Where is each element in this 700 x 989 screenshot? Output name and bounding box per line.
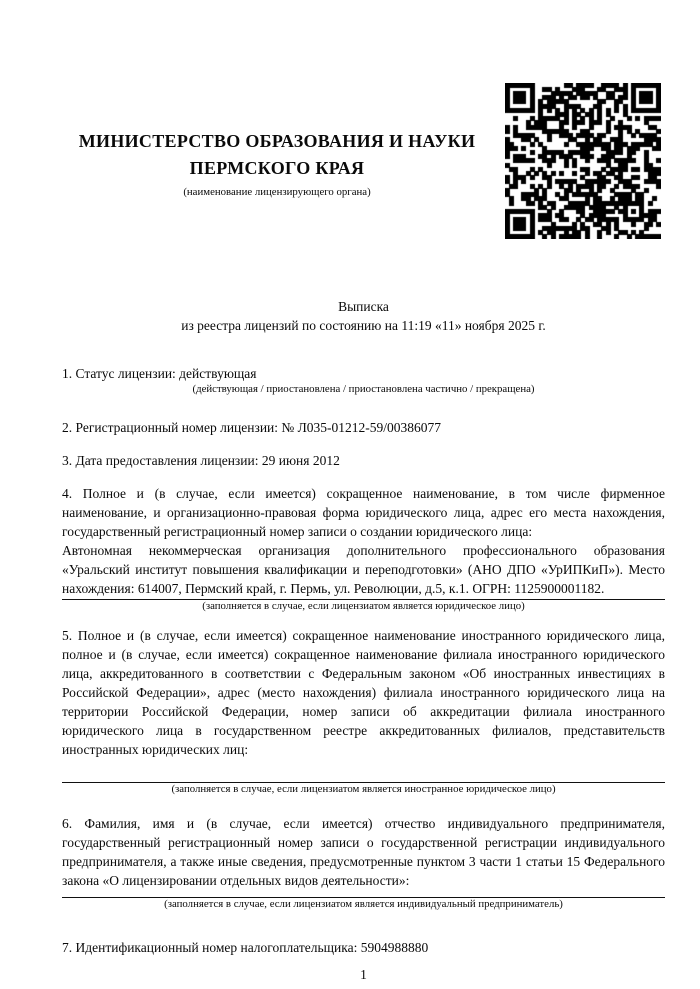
individual-entrepreneur-caption: (заполняется в случае, если лицензиатом является индивидуальный предприниматель) [164,898,563,910]
field-registration-number [62,418,665,437]
individual-entrepreneur-label: 6. Фамилия, имя и (в случае, если имеется) отчество индивидуального предпринимателя, государственный регистрационный номер записи о государственной регистрации индивидуального предпринимателя, а также иные сведения, предусмотренные пунктом 3 части 1 статьи 15 Федерального закона «О лицензировании отдельных видов деятельности»: [62,816,665,888]
document-body [62,0,665,984]
foreign-entity-caption: (заполняется в случае, если лицензиатом является иностранное юридическое лицо) [171,783,556,795]
field-legal-entity [62,484,665,613]
field-taxpayer-number [62,938,665,957]
legal-entity-caption: (заполняется в случае, если лицензиатом является юридическое лицо) [202,600,525,612]
field-grant-date [62,451,665,470]
registration-number-value: 2. Регистрационный номер лицензии: № Л035-01212-59/00386077 [62,420,442,435]
document-subtitle: из реестра лицензий по состоянию на 11:19 «11» ноября 2025 г. [181,318,546,333]
authority-name-line1: МИНИСТЕРСТВО ОБРАЗОВАНИЯ И НАУКИ [78,131,476,151]
foreign-entity-label: 5. Полное и (в случае, если имеется) сокращенное наименование иностранного юридического лица, полное и (в случае, если имеется) сокращенное наименование филиала иностранного юридического лица, аккредитованного в соответствии с Федеральным законом «Об иностранных инвестициях в Российской Федерации», адрес (место нахождения) филиала иностранного юридического лица на территории Российской Федерации, номер записи об аккредитации филиала иностранного юридического лица в государственном реестре аккредитованных филиалов, представительств иностранных юридических лиц: [62,628,665,757]
legal-entity-label: 4. Полное и (в случае, если имеется) сокращенное наименование, в том числе фирменное наименование, и организационно-правовая форма юридического лица, адрес его места нахождения, государственный регистрационный номер записи о создании юридического лица: [62,486,665,539]
grant-date-value: 3. Дата предоставления лицензии: 29 июня 2012 [62,453,340,468]
license-status-caption: (действующая / приостановлена / приостановлена частично / прекращена) [192,383,535,395]
field-foreign-entity [62,626,665,796]
document-title: Выписка [338,299,389,314]
page-number: 1 [360,967,367,982]
authority-name-line2: ПЕРМСКОГО КРАЯ [189,158,365,178]
authority-caption: (наименование лицензирующего органа) [183,186,371,198]
document-title-block [62,297,665,335]
legal-entity-value: Автономная некоммерческая организация дополнительного профессионального образования «Уральский институт повышения квалификации и переподготовки» (АНО ДПО «УрИПКиП»). Место нахождения: 614007, Пермский край, г. Пермь, ул. Революции, д.5, к.1. ОГРН: 1125900001182. [62,543,665,596]
field-individual-entrepreneur [62,814,665,911]
license-status-value: 1. Статус лицензии: действующая [62,366,257,381]
field-license-status [62,364,665,396]
taxpayer-number-value: 7. Идентификационный номер налогоплательщика: 5904988880 [62,940,429,955]
